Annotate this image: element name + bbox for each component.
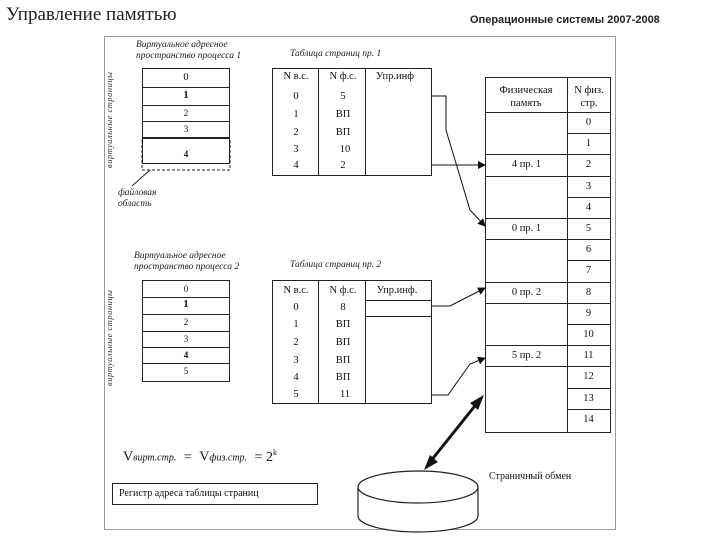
p1-arrow-vp0 (432, 96, 485, 226)
p1-vpage-0: 0 (183, 72, 189, 83)
p2-vpage-5: 5 (183, 366, 189, 376)
p1-va-caption-line2: пространство процесса 1 (136, 51, 242, 61)
p1-va-caption-line1: Виртуальное адресное (136, 40, 228, 50)
pm-header-right-line1: N физ. (574, 85, 604, 96)
pm-frame-label-11: 5 пр. 2 (511, 350, 542, 362)
p2-pt-row5-p: 11 (339, 389, 351, 400)
p1-vpage-4: 4 (183, 149, 189, 159)
pm-frame-number-12: 12 (583, 371, 594, 383)
disk-icon (358, 471, 478, 532)
p2-pt-row2-v: 2 (293, 337, 299, 348)
pm-frame-number-3: 3 (585, 180, 592, 192)
p2-pt-row0-p: 8 (340, 302, 346, 313)
p1-pt-row4-v: 4 (293, 160, 299, 171)
course-header: Операционные системы 2007-2008 (470, 14, 660, 26)
p1-side-label: виртуальные страницы (104, 71, 114, 168)
formula-eq1: = (183, 449, 192, 465)
swap-area-label-line1: файловая (118, 188, 157, 198)
p2-pt-row4-v: 4 (293, 372, 299, 383)
page-table-register: Регистр адреса таблицы страниц (112, 483, 318, 505)
p1-pt-row3-v: 3 (293, 144, 299, 155)
p2-pt-caption: Таблица страниц пр. 2 (290, 260, 382, 270)
p2-arrow-vp5 (432, 358, 485, 395)
pm-frame-label-5: 0 пр. 1 (511, 223, 542, 234)
formula-v1: V (123, 449, 134, 465)
p1-pt-header-vpage: N в.с. (283, 71, 309, 82)
p2-vpage-0: 0 (183, 284, 189, 294)
p1-vpage-3: 3 (183, 124, 189, 134)
p1-pt-row3-p: 10 (339, 144, 351, 155)
paging-exchange-label: Страничный обмен (489, 471, 572, 482)
pm-frame-number-8: 8 (585, 286, 592, 298)
p1-pt-caption: Таблица страниц пр. 1 (290, 49, 382, 59)
p1-vpage-2: 2 (183, 108, 189, 118)
pm-frame-number-2: 2 (585, 159, 592, 171)
pm-frame-label-2: 4 пр. 1 (511, 159, 542, 171)
p2-pt-row1-v: 1 (293, 319, 299, 330)
p2-va-caption-line2: пространство процесса 2 (134, 262, 240, 272)
p2-pt-row3-v: 3 (293, 355, 299, 366)
p2-arrow-vp0 (432, 288, 485, 306)
formula-exp: k (272, 448, 277, 457)
p2-pt-row0-v: 0 (293, 302, 299, 313)
pm-frame-label-8: 0 пр. 2 (511, 286, 542, 298)
pm-frame-number-1: 1 (585, 138, 592, 150)
p2-vpage-4: 4 (183, 350, 189, 360)
p1-pt-row1-p: ВП (335, 109, 351, 120)
p2-pt-header-vpage: N в.с. (283, 285, 309, 296)
swap-area-label-line2: область (118, 199, 152, 209)
pm-header-left-line2: память (510, 98, 542, 109)
pm-frame-number-14: 14 (583, 413, 594, 425)
formula-sub2: физ.стр. (209, 452, 248, 464)
p1-pt-header-ppage: N ф.с. (329, 71, 357, 82)
pm-frame-number-0: 0 (585, 117, 592, 128)
pm-header-left-line1: Физическая (499, 85, 553, 96)
pm-frame-number-13: 13 (583, 392, 594, 404)
paging-exchange-arrow (424, 395, 484, 470)
formula-v2: V (199, 449, 210, 465)
p2-pt-row1-p: ВП (335, 319, 351, 330)
pm-frame-number-5: 5 (585, 223, 592, 234)
p1-pt-row0-v: 0 (293, 91, 299, 102)
pm-frame-number-9: 9 (585, 307, 592, 319)
p1-pt-row0-p: 5 (340, 91, 346, 102)
p2-vpage-3: 3 (183, 334, 189, 344)
p2-pt-row3-p: ВП (335, 355, 351, 366)
slide-title: Управление памятью (6, 4, 177, 25)
p2-va-caption-line1: Виртуальное адресное (134, 251, 226, 261)
p2-side-label: виртуальные страницы (104, 289, 114, 386)
pm-frame-number-11: 11 (583, 350, 594, 362)
p1-pt-row4-p: 2 (340, 160, 346, 171)
p1-pt-row2-p: ВП (335, 127, 351, 138)
p1-pt-row1-v: 1 (293, 109, 299, 120)
p2-pt-header-ctrl: Упр.инф. (376, 285, 418, 296)
p2-pt-row2-p: ВП (335, 337, 351, 348)
formula-sub1: вирт.стр. (133, 452, 177, 464)
pm-frame-number-7: 7 (585, 265, 592, 277)
p2-pt-row5-v: 5 (293, 389, 299, 400)
p2-vpage-2: 2 (183, 317, 189, 327)
formula-eq2: = 2 (254, 449, 273, 465)
pm-frame-number-10: 10 (583, 329, 594, 340)
p1-pt-header-ctrl: Упр.инф (375, 71, 415, 82)
pm-header-right-line2: стр. (580, 98, 598, 109)
p1-swap-bracket (132, 140, 230, 186)
p2-vpage-1: 1 (183, 299, 189, 310)
pm-frame-number-6: 6 (585, 244, 592, 256)
p2-pt-row4-p: ВП (335, 372, 351, 383)
p1-vpage-1: 1 (183, 90, 189, 101)
p2-pt-header-ppage: N ф.с. (329, 285, 357, 296)
p1-pt-row2-v: 2 (293, 127, 299, 138)
pm-frame-number-4: 4 (585, 201, 592, 213)
